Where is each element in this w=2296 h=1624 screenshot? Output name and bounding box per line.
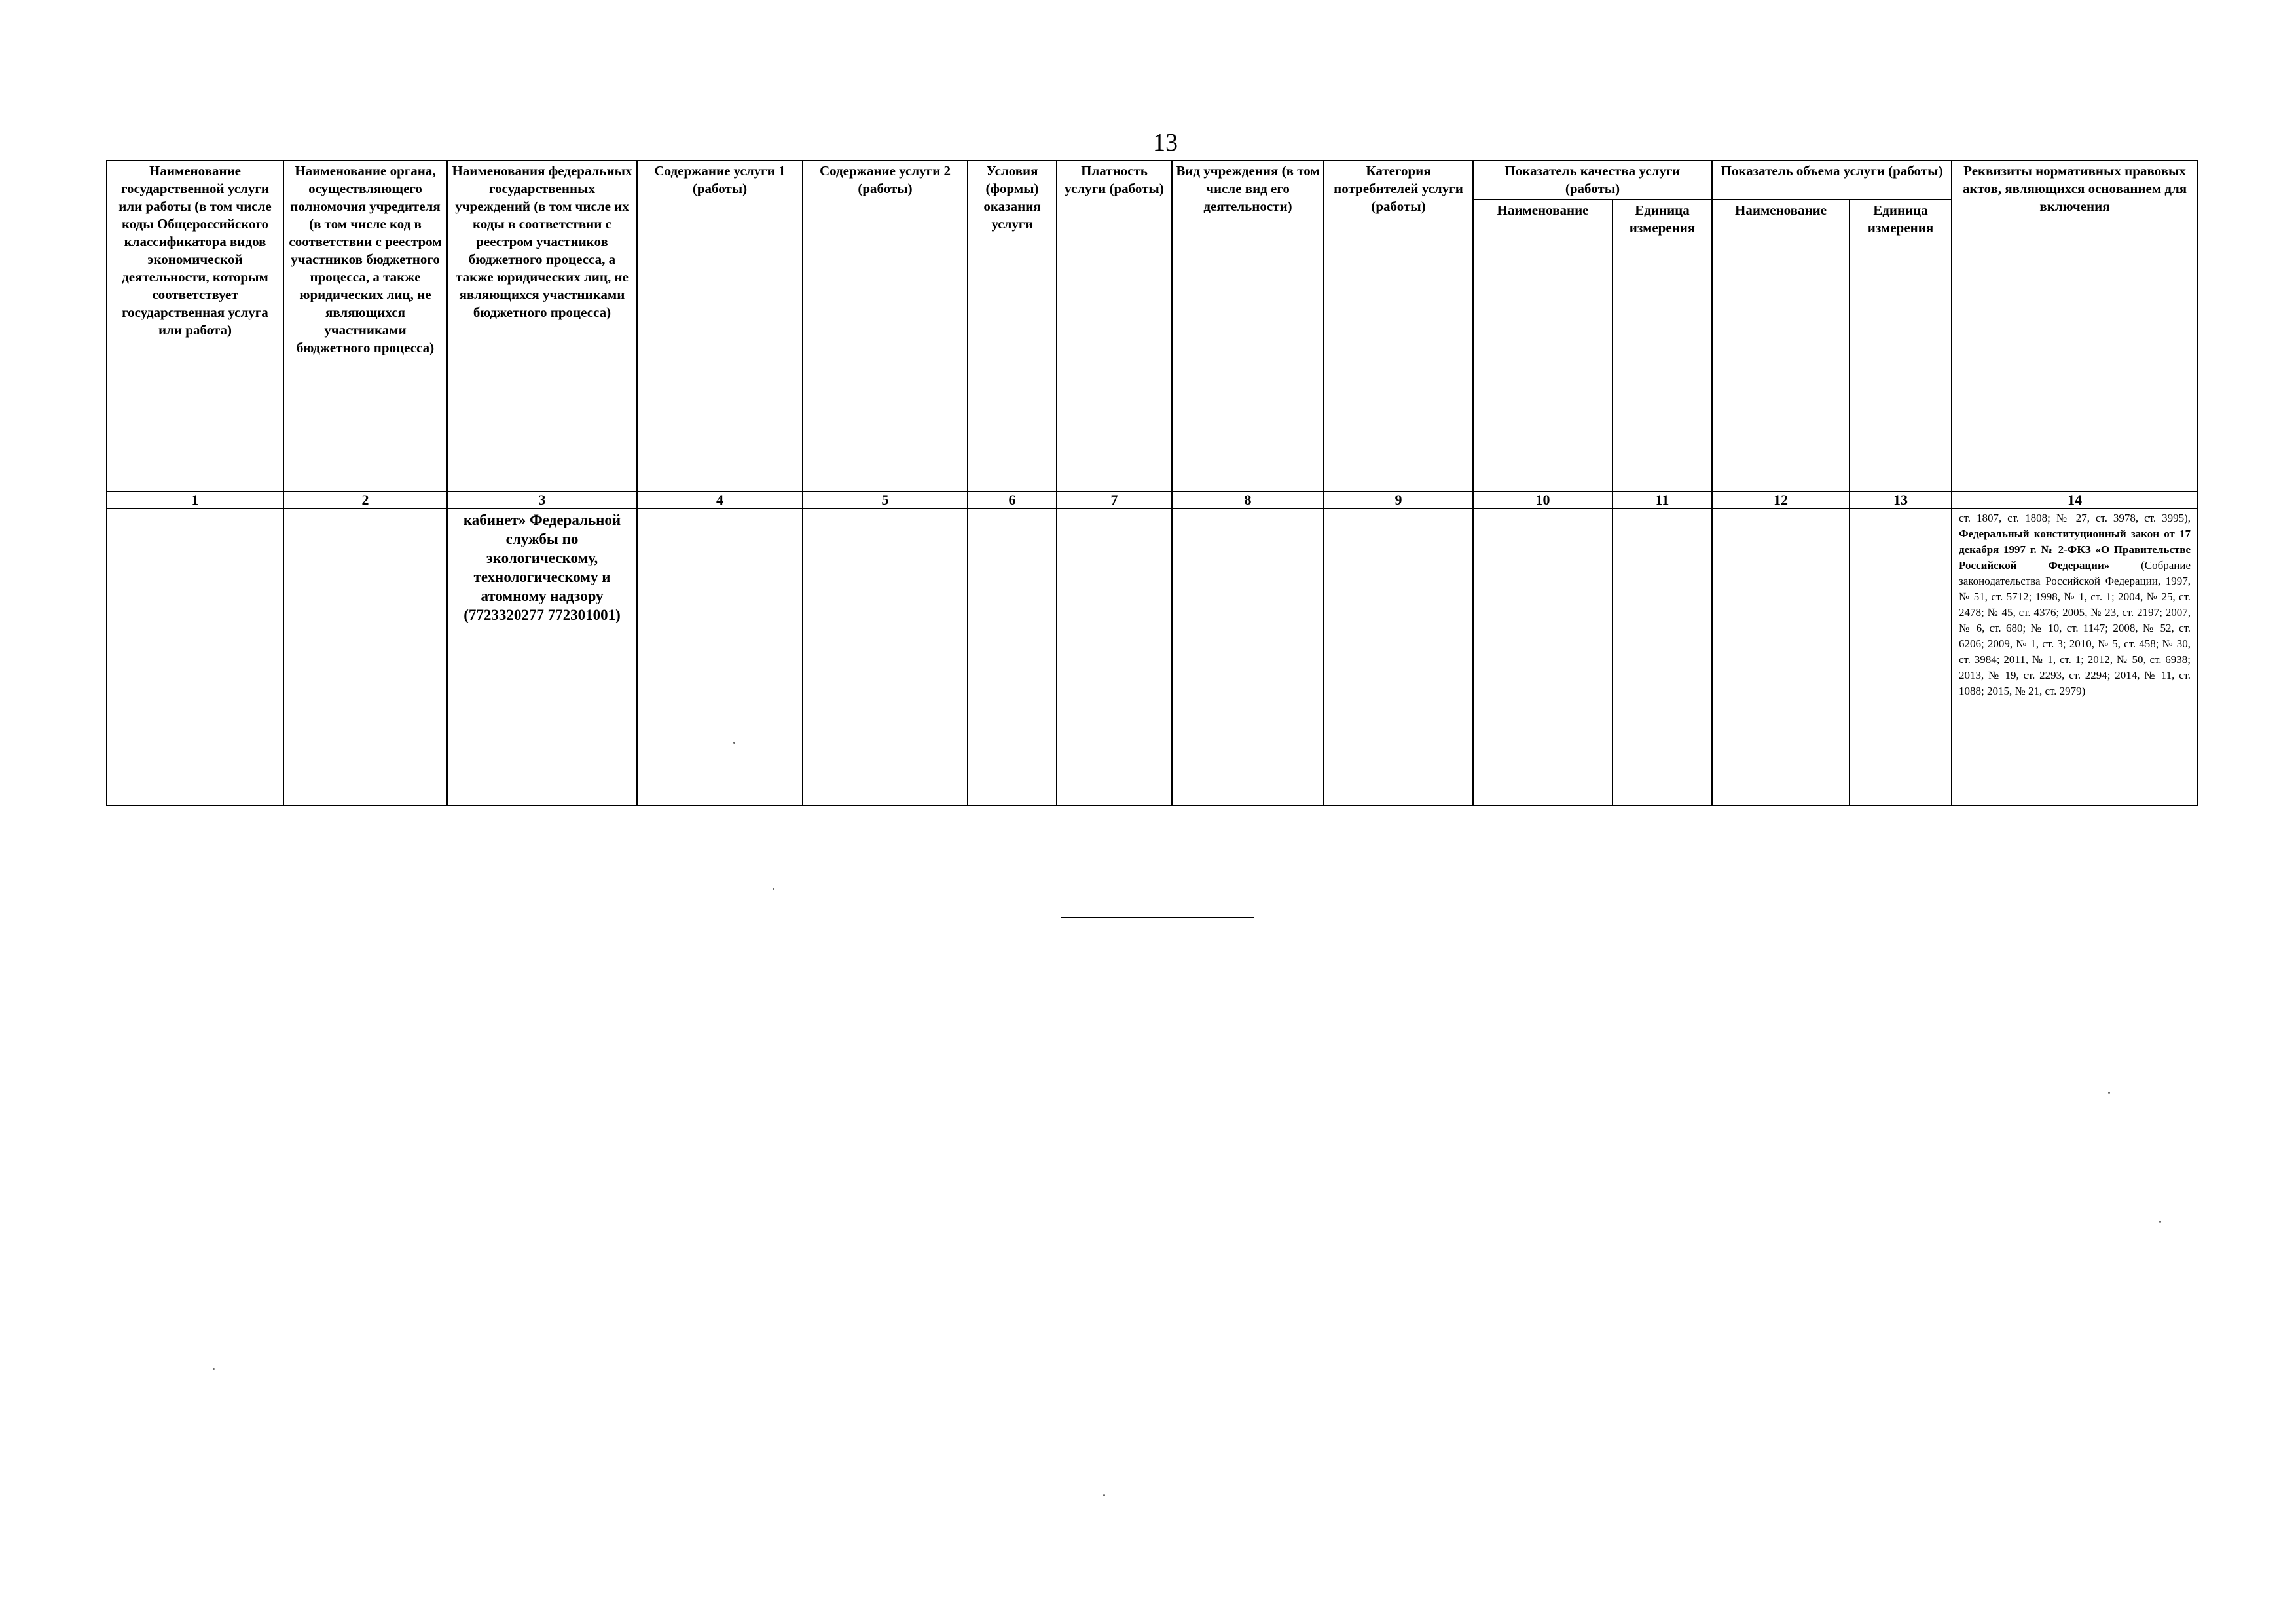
column-number: 3 <box>447 492 637 509</box>
scan-speck <box>773 888 774 890</box>
header-volume-unit: Единица измерения <box>1850 200 1952 492</box>
header-quality-name: Наименование <box>1473 200 1613 492</box>
column-number: 5 <box>803 492 968 509</box>
column-number: 12 <box>1712 492 1850 509</box>
scan-speck <box>213 1368 215 1370</box>
header-conditions: Условия (формы) оказания услуги <box>968 160 1057 492</box>
column-number: 11 <box>1613 492 1712 509</box>
cell-content-2 <box>803 509 968 806</box>
header-volume-indicator: Показатель объема услуги (работы) <box>1712 160 1952 200</box>
legal-act-title: Федеральный конституционный закон от 17 декабря 1997 г. № 2-ФКЗ «О Правительстве Российской Федерации» <box>1959 528 2191 571</box>
cell-payment <box>1057 509 1172 806</box>
cell-conditions <box>968 509 1057 806</box>
header-content-2: Содержание услуги 2 (работы) <box>803 160 968 492</box>
header-institutions: Наименования федеральных государственных учреждений (в том числе их коды в соответствии с реестром участников бюджетного процесса, а также юридических лиц, не являющихся участниками бюджетного процесса) <box>447 160 637 492</box>
header-quality-unit: Единица измерения <box>1613 200 1712 492</box>
header-founder-body: Наименование органа, осуществляющего полномочия учредителя (в том числе код в соответствии с реестром участников бюджетного процесса, а также юридических лиц, не являющихся участниками бюджетного процесса) <box>283 160 447 492</box>
service-registry-table <box>106 160 2198 806</box>
cell-quality-unit <box>1613 509 1712 806</box>
header-quality-indicator: Показатель качества услуги (работы) <box>1473 160 1712 200</box>
header-service-name: Наименование государственной услуги или работы (в том числе коды Общероссийского классификатора видов экономической деятельности, которым соответствует государственная услуга или работа) <box>107 160 283 492</box>
table-row <box>107 509 2198 806</box>
cell-volume-name <box>1712 509 1850 806</box>
legal-acts-continuation: ст. 1807, ст. 1808; № 27, ст. 3978, ст. 3995), <box>1959 512 2191 524</box>
cell-consumer-category <box>1324 509 1473 806</box>
header-legal-acts: Реквизиты нормативных правовых актов, являющихся основанием для включения <box>1952 160 2198 492</box>
column-number: 9 <box>1324 492 1473 509</box>
column-number-row <box>107 492 2198 509</box>
column-number: 14 <box>1952 492 2198 509</box>
column-number: 1 <box>107 492 283 509</box>
scan-speck <box>2159 1221 2161 1223</box>
header-consumer-category: Категория потребителей услуги (работы) <box>1324 160 1473 492</box>
column-number: 10 <box>1473 492 1613 509</box>
cell-service-name <box>107 509 283 806</box>
cell-quality-name <box>1473 509 1613 806</box>
cell-institution-type <box>1172 509 1324 806</box>
column-number: 13 <box>1850 492 1952 509</box>
scan-speck <box>1103 1494 1105 1496</box>
cell-volume-unit <box>1850 509 1952 806</box>
header-content-1: Содержание услуги 1 (работы) <box>637 160 803 492</box>
header-row <box>107 160 2198 200</box>
cell-founder-body <box>283 509 447 806</box>
column-number: 7 <box>1057 492 1172 509</box>
cell-legal-acts <box>1952 509 2198 806</box>
header-institution-type: Вид учреждения (в том числе вид его деятельности) <box>1172 160 1324 492</box>
scan-speck <box>733 742 735 744</box>
column-number: 2 <box>283 492 447 509</box>
scan-speck <box>2108 1092 2110 1094</box>
page-number: 13 <box>1153 129 1178 156</box>
header-payment: Платность услуги (работы) <box>1057 160 1172 492</box>
legal-act-citations: (Собрание законодательства Российской Федерации, 1997, № 51, ст. 5712; 1998, № 1, ст. 1; 2004, № 25, ст. 2478; № 45, ст. 4376; 2005, № 23, ст. 2197; 2007, № 6, ст. 680; № 10, ст. 1147; 2008, № 52, ст. 6206; 2009, № 1, ст. 3; 2010, № 5, ст. 458; № 30, ст. 3984; 2011, № 1, ст. 1; 2012, № 50, ст. 6938; 2013, № 19, ст. 2293, ст. 2294; 2014, № 11, ст. 1088; 2015, № 21, ст. 2979) <box>1959 559 2191 697</box>
column-number: 8 <box>1172 492 1324 509</box>
cell-institution: кабинет» Федеральной службы по экологическому, технологическому и атомному надзору (7723320277 772301001) <box>447 509 637 806</box>
footnote-separator <box>1061 917 1254 918</box>
cell-content-1 <box>637 509 803 806</box>
header-volume-name: Наименование <box>1712 200 1850 492</box>
column-number: 6 <box>968 492 1057 509</box>
column-number: 4 <box>637 492 803 509</box>
